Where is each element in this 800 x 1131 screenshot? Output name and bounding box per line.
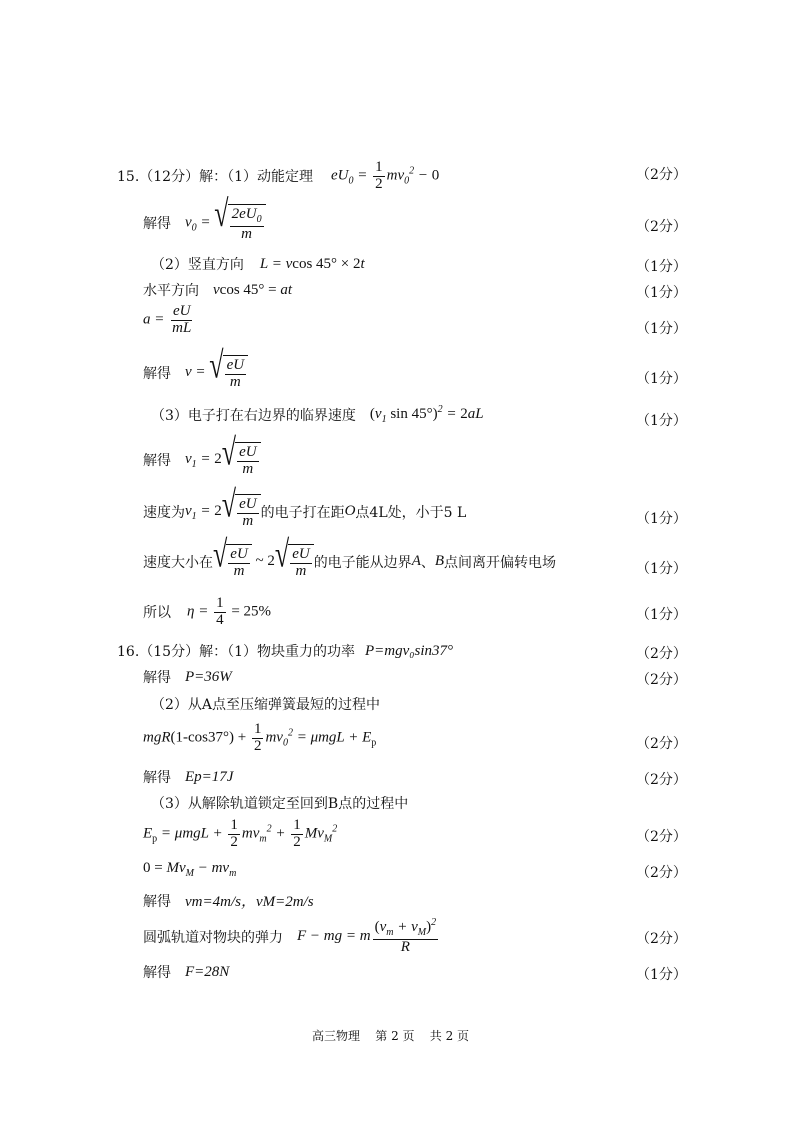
text-distance: 点4L处，小于5 L — [355, 504, 467, 521]
q15-energy-equation: $eU_0$ = $\frac{1}{2}$ $mv_0^2 - 0$ — [331, 159, 440, 192]
score: （1分） — [636, 607, 687, 623]
q15-line-2 — [143, 192, 266, 242]
text-electron: 的电子打在距 — [260, 504, 345, 521]
label-vertical: （2）竖直方向 — [151, 257, 244, 273]
q15-line-11 — [143, 596, 271, 629]
power-equation: P=mgv₀sin37° — [365, 642, 453, 659]
v1-equation-inline: $v_1 = 2$ √ $\frac{eU}{m}$ — [185, 494, 261, 530]
q16-line-6 — [151, 793, 408, 813]
momentum-conservation: $0 = Mv_M - mv_m$ — [143, 860, 237, 879]
q16-line-1 — [117, 641, 453, 661]
score: （1分） — [636, 259, 687, 275]
ep-result: Ep=17J — [185, 768, 234, 785]
v-equation: v = √ $\frac{eU}{m}$ — [185, 355, 248, 391]
q15-line-3 — [151, 254, 365, 274]
label-solve: 解得 — [143, 770, 171, 786]
page-footer: 高三物理 第 2 页 共 2 页 — [312, 1029, 470, 1043]
q15-line-1 — [117, 160, 439, 193]
score: （1分） — [636, 511, 687, 527]
point-a: A — [411, 553, 421, 570]
speed-range: √ $\frac{eU}{m}$ ~ 2 √ $\frac{eU}{m}$ — [213, 544, 314, 580]
score: （1分） — [636, 285, 687, 301]
text-range: 速度大小在 — [143, 554, 213, 571]
point-b: B — [434, 553, 445, 570]
score: （1分） — [636, 371, 687, 387]
score: （1分） — [636, 967, 687, 983]
text-speed: 速度为 — [143, 504, 185, 521]
label-solve: 解得 — [143, 965, 171, 981]
velocity-result: vm=4m/s，vM=2m/s — [185, 894, 314, 910]
energy-conservation-1: mgR(1-cos37°) + $\frac{1}{2}$ $mv_0^2 = \mu mgL + E_p$ — [143, 721, 377, 754]
score: （2分） — [636, 646, 687, 662]
score: （2分） — [636, 736, 687, 752]
v0-equation: $v_0$ = √ $\frac{2eU_0}{m}$ — [185, 204, 266, 242]
critical-equation: ($v_1$ sin 45°)$^2$ = 2aL — [369, 404, 484, 425]
q15-line-8 — [143, 431, 261, 478]
energy-conservation-2: $E_p = \mu mgL$ + $\frac{1}{2}$ $mv_m^2$ + $\frac{1}{2}$ $Mv_M^2$ — [143, 817, 338, 850]
score: （2分） — [636, 931, 687, 947]
q16-line-10 — [143, 918, 440, 955]
score: （2分） — [636, 167, 687, 183]
q15-line-9 — [143, 483, 467, 530]
force-equation: F − mg = m $\frac{(v_m + v_M)^2}{R}$ — [297, 917, 437, 955]
q16-line-8 — [143, 860, 236, 879]
q16-line-5 — [143, 767, 233, 787]
horizontal-equation: vcos 45° = at — [213, 281, 293, 298]
efficiency-equation: η = $\frac{1}{4}$ = 25% — [187, 595, 272, 628]
v1-equation: $v_1 = 2$ √ $\frac{eU}{m}$ — [185, 442, 261, 478]
q15-line-6 — [143, 344, 248, 391]
q16-line-3 — [151, 694, 380, 714]
separator: 、 — [420, 554, 435, 571]
power-result: P=36W — [185, 668, 232, 685]
score: （2分） — [636, 829, 687, 845]
label-therefore: 所以 — [143, 605, 171, 622]
q16-heading: 16.（15分）解：（1）物块重力的功率 — [117, 644, 355, 660]
acceleration-equation: a = $\frac{eU}{mL}$ — [143, 303, 192, 336]
label-horizontal: 水平方向 — [143, 283, 199, 299]
score: （1分） — [636, 561, 687, 577]
text-exit: 点间离开偏转电场 — [444, 554, 557, 571]
vertical-equation: L = vcos 45° × 2t — [259, 255, 365, 272]
point-o: O — [344, 503, 356, 520]
label-solve: 解得 — [143, 452, 171, 469]
score: （2分） — [636, 865, 687, 881]
q15-line-5 — [143, 304, 195, 337]
score: （2分） — [636, 772, 687, 788]
label-critical: （3）电子打在右边界的临界速度 — [151, 407, 356, 424]
q15-heading: 15.（12分）解：（1）动能定理 — [117, 169, 313, 186]
q15-line-10 — [143, 533, 557, 580]
q16-line-7 — [143, 818, 337, 851]
text-process-b: （3）从解除轨道锁定至回到B点的过程中 — [151, 796, 409, 812]
q16-line-4 — [143, 722, 376, 755]
q15-line-7 — [151, 404, 484, 425]
text-normal-force: 圆弧轨道对物块的弹力 — [143, 929, 283, 946]
q15-line-4 — [143, 280, 292, 300]
label-solve: 解得 — [143, 670, 171, 686]
score: （1分） — [636, 413, 687, 429]
text-boundary: 的电子能从边界 — [313, 554, 412, 571]
force-result: F=28N — [185, 963, 230, 980]
q16-line-11 — [143, 962, 229, 982]
score: （2分） — [636, 219, 687, 235]
label-solve: 解得 — [143, 365, 171, 382]
q16-line-9 — [143, 890, 314, 911]
label-solve: 解得 — [143, 216, 171, 233]
text-process-a: （2）从A点至压缩弹簧最短的过程中 — [151, 697, 381, 713]
label-solve: 解得 — [143, 893, 171, 910]
score: （2分） — [636, 672, 687, 688]
score: （1分） — [636, 321, 687, 337]
q16-line-2 — [143, 667, 232, 687]
